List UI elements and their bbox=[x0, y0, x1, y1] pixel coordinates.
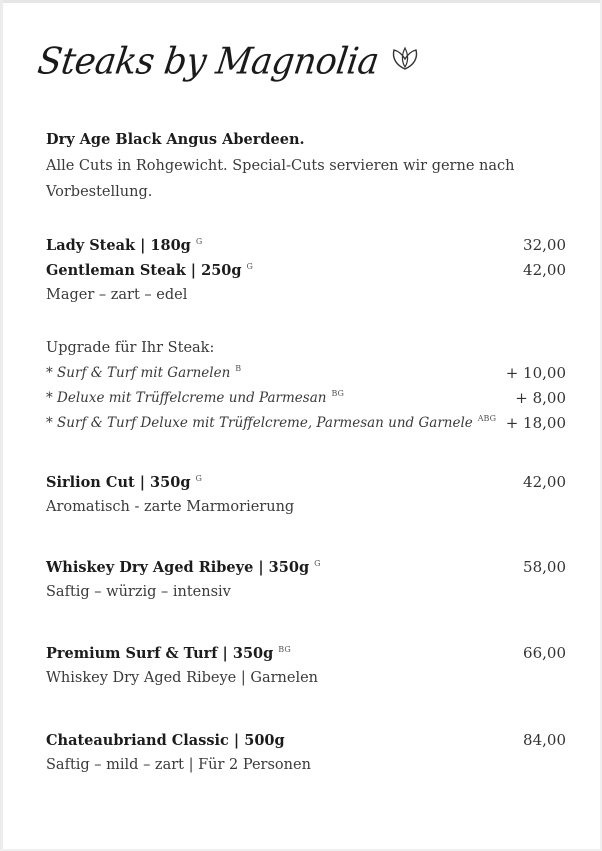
menu-item-block bbox=[46, 470, 566, 520]
menu-item bbox=[46, 641, 566, 666]
steak-section bbox=[46, 233, 566, 308]
menu-item-block bbox=[46, 728, 566, 778]
item-description: Aromatisch - zarte Marmorierung bbox=[46, 499, 295, 515]
allergen-code: B bbox=[235, 364, 242, 374]
upgrade-title: Upgrade für Ihr Steak: bbox=[46, 340, 215, 356]
item-description: Saftig – würzig – intensiv bbox=[46, 584, 231, 600]
item-price: 66,00 bbox=[523, 644, 566, 662]
menu-item bbox=[46, 233, 566, 258]
upgrade-item bbox=[46, 411, 566, 436]
upgrade-name: * Surf & Turf mit Garnelen bbox=[46, 365, 231, 381]
page-edge-top bbox=[0, 0, 602, 3]
item-name: Chateaubriand Classic | 500g bbox=[46, 732, 285, 749]
item-name: Sirlion Cut | 350g bbox=[46, 474, 191, 491]
menu-item-block bbox=[46, 641, 566, 691]
item-description: Saftig – mild – zart | Für 2 Personen bbox=[46, 757, 311, 773]
intro-heading: Dry Age Black Angus Aberdeen. bbox=[46, 131, 305, 148]
upgrade-name: * Surf & Turf Deluxe mit Trüffelcreme, Parmesan und Garnele bbox=[46, 415, 473, 431]
item-name: Premium Surf & Turf | 350g bbox=[46, 645, 274, 662]
upgrade-price: + 18,00 bbox=[505, 414, 566, 432]
upgrade-item bbox=[46, 361, 566, 386]
intro-line-1: Alle Cuts in Rohgewicht. Special-Cuts servieren wir gerne nach bbox=[46, 158, 515, 174]
upgrade-price: + 10,00 bbox=[505, 364, 566, 382]
item-description: Mager – zart – edel bbox=[46, 287, 188, 303]
menu-item-block bbox=[46, 555, 566, 605]
item-price: 32,00 bbox=[523, 236, 566, 254]
menu-item bbox=[46, 555, 566, 580]
item-price: 84,00 bbox=[523, 731, 566, 749]
allergen-code: G bbox=[314, 559, 321, 569]
item-name: Gentleman Steak | 250g bbox=[46, 262, 242, 279]
item-description: Whiskey Dry Aged Ribeye | Garnelen bbox=[46, 670, 319, 686]
menu-item bbox=[46, 258, 566, 283]
intro-line-2: Vorbestellung. bbox=[46, 184, 153, 200]
allergen-code: G bbox=[195, 237, 203, 247]
upgrade-price: + 8,00 bbox=[515, 389, 566, 407]
upgrade-name: * Deluxe mit Trüffelcreme und Parmesan bbox=[46, 390, 327, 406]
item-price: 58,00 bbox=[523, 558, 566, 576]
allergen-code: BG bbox=[331, 389, 344, 399]
intro-section bbox=[46, 127, 566, 205]
page-edge-left bbox=[0, 0, 3, 851]
item-name: Lady Steak | 180g bbox=[46, 237, 191, 254]
allergen-code: G bbox=[246, 262, 253, 272]
item-price: 42,00 bbox=[523, 473, 566, 491]
lotus-flower-icon bbox=[390, 45, 420, 71]
allergen-code: BG bbox=[278, 645, 291, 655]
item-name: Whiskey Dry Aged Ribeye | 350g bbox=[46, 559, 310, 576]
menu-item bbox=[46, 470, 566, 495]
item-price: 42,00 bbox=[523, 261, 566, 279]
menu-title: Steaks by Magnolia bbox=[35, 41, 382, 83]
menu-item bbox=[46, 728, 566, 753]
upgrade-section bbox=[46, 336, 566, 436]
menu-header bbox=[35, 30, 420, 94]
allergen-code: G bbox=[195, 474, 202, 484]
allergen-code: ABG bbox=[477, 414, 496, 424]
upgrade-item bbox=[46, 386, 566, 411]
